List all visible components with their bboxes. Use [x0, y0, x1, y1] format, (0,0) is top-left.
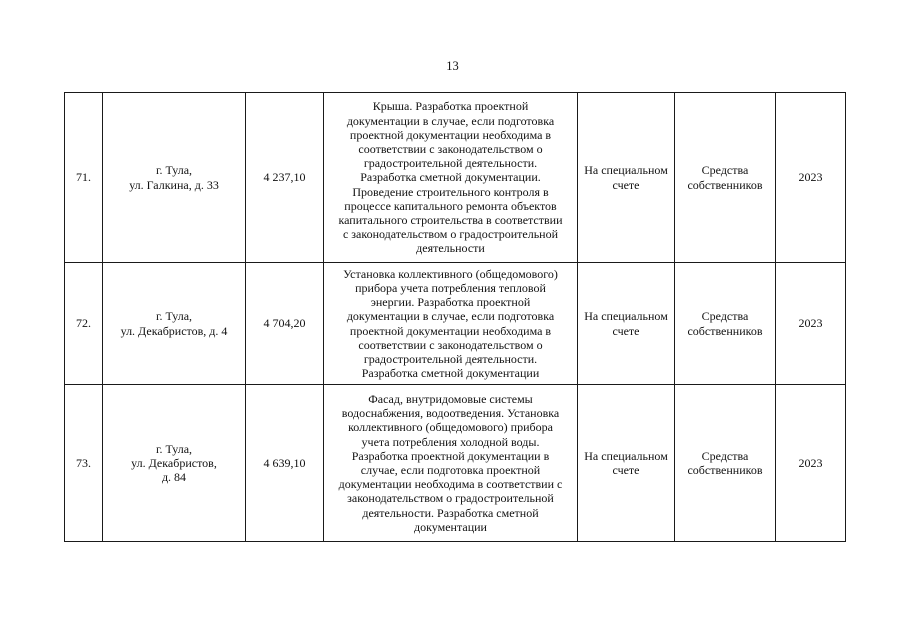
account-cell: На специальном счете — [584, 309, 668, 338]
capital-repair-table — [64, 92, 846, 542]
address-cell: г. Тула, ул. Галкина, д. 33 — [129, 163, 219, 192]
table-row — [65, 385, 846, 542]
row-number: 71. — [76, 170, 91, 185]
address-cell: г. Тула, ул. Декабристов, д. 4 — [120, 309, 228, 338]
row-number: 73. — [76, 455, 91, 470]
funds-cell: Средства собственников — [687, 163, 763, 192]
area-cell: 4 639,10 — [263, 455, 306, 470]
works-cell: Фасад, внутридомовые системы водоснабжения, водоотведения. Установка коллективного (общедомового) прибора учета потребления холодной воды. Разработка проектной документации в случае, если подготовка проектной документации необходима в соответствии с законодательством о градостроительной деятельности. Разработка сметной документации — [338, 391, 563, 534]
year-cell: 2023 — [798, 455, 823, 470]
funds-cell: Средства собственников — [687, 309, 763, 338]
works-cell: Установка коллективного (общедомового) прибора учета потребления тепловой энергии. Разработка проектной документации в случае, если подготовка проектной документации необходима в соответствии с законодательством о градостроительной деятельности. Разработка сметной документации — [343, 266, 558, 381]
account-cell: На специальном счете — [584, 163, 668, 192]
table-row — [65, 93, 846, 263]
area-cell: 4 704,20 — [263, 316, 306, 331]
works-cell: Крыша. Разработка проектной документации в случае, если подготовка проектной документации необходима в соответствии с законодательством о градостроительной деятельности. Разработка сметной документации. Проведение строительного контроля в процессе капитального ремонта объектов капитального строительства в соответствии с законодательством о градостроительной деятельности — [338, 99, 563, 256]
address-cell: г. Тула, ул. Декабристов, д. 84 — [131, 441, 217, 485]
row-number: 72. — [76, 316, 91, 331]
year-cell: 2023 — [798, 316, 823, 331]
table-row — [65, 263, 846, 385]
account-cell: На специальном счете — [584, 448, 668, 477]
page-number: 13 — [446, 59, 459, 73]
funds-cell: Средства собственников — [687, 448, 763, 477]
year-cell: 2023 — [798, 170, 823, 185]
area-cell: 4 237,10 — [263, 170, 306, 185]
